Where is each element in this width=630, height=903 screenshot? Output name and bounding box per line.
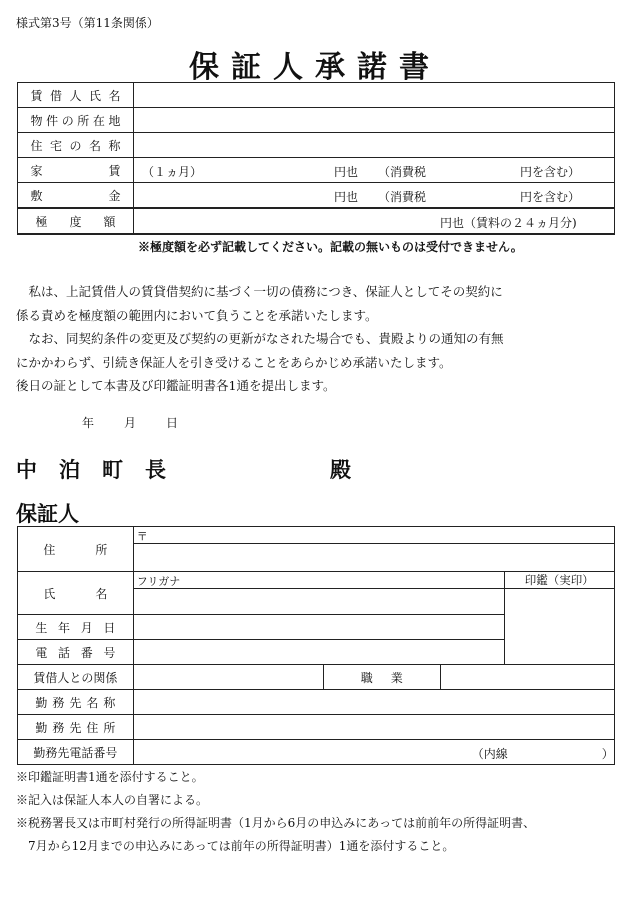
- property-location-label: 物件の所在地: [30, 113, 121, 128]
- table-row: [18, 690, 615, 715]
- table-row: [18, 183, 615, 209]
- note-line: ※記入は保証人本人の自署による。: [16, 793, 209, 807]
- table-row: [18, 133, 615, 158]
- birth-label: 生年月日: [35, 620, 116, 635]
- body-line: 後日の証として本書及び印鑑証明書各1通を提出します。: [16, 378, 336, 393]
- rent-label: 家賃: [30, 163, 121, 178]
- date-day: 日: [166, 416, 179, 430]
- table-row: [18, 208, 615, 234]
- table-row: [18, 108, 615, 133]
- addressee-honorific: 殿: [330, 457, 351, 482]
- deposit-yen: 円也: [334, 190, 359, 204]
- guarantor-table: [17, 526, 615, 765]
- date-line: [82, 414, 208, 431]
- furigana-field[interactable]: [133, 572, 504, 589]
- phone-label: 電話番号: [35, 645, 116, 660]
- table-row: [18, 740, 615, 765]
- workplace-field[interactable]: [133, 690, 614, 715]
- body-line: 係る責めを極度額の範囲内において負うことを承諾いたします。: [16, 307, 378, 323]
- rent-period: （１ヵ月）: [142, 165, 203, 179]
- note-line: 7月から12月までの申込みにあっては前年の所得証明書）1通を添付すること。: [16, 839, 455, 853]
- name-label: 氏名: [43, 586, 108, 601]
- page-title: 保証人承諾書: [189, 50, 441, 85]
- table-row: [18, 572, 615, 589]
- table-row: [18, 527, 615, 544]
- table-row: [18, 83, 615, 108]
- property-table: [17, 82, 615, 235]
- property-location-field[interactable]: [134, 108, 615, 133]
- rent-tax-tail: 円を含む）: [520, 165, 581, 179]
- rent-tax: （消費税: [378, 165, 427, 179]
- extension-label: （内線: [471, 747, 508, 761]
- extension-close: ）: [601, 747, 614, 761]
- workplace-label: 勤務先名称: [35, 695, 116, 710]
- address-field[interactable]: [133, 544, 614, 572]
- date-month: 月: [124, 416, 137, 430]
- postal-code-field[interactable]: [133, 527, 614, 544]
- seal-label: 印鑑（実印）: [504, 572, 614, 589]
- relation-field[interactable]: [133, 665, 323, 690]
- rent-field[interactable]: [134, 158, 615, 183]
- deposit-tax-tail: 円を含む）: [520, 190, 581, 204]
- occupation-field[interactable]: [441, 665, 615, 690]
- table-row: [18, 665, 615, 690]
- deposit-label: 敷金: [30, 188, 121, 203]
- tenant-name-label: 賃借人氏名: [30, 88, 121, 103]
- seal-box[interactable]: [504, 589, 614, 665]
- guarantor-title: 保証人: [16, 501, 79, 526]
- postal-mark: 〒: [136, 530, 148, 543]
- body-text: [16, 280, 616, 398]
- occupation-label: 職業: [360, 670, 403, 685]
- addressee-name: 中泊町長: [16, 457, 188, 482]
- rent-yen: 円也: [334, 165, 359, 179]
- date-year: 年: [82, 416, 95, 430]
- body-line: 私は、上記賃借人の賃貸借契約に基づく一切の債務につき、保証人としてその契約に: [16, 284, 503, 299]
- limit-note: ※極度額を必ず記載してください。記載の無いものは受付できません。: [138, 240, 523, 254]
- birth-field[interactable]: [133, 615, 504, 640]
- limit-field[interactable]: [134, 208, 615, 234]
- deposit-tax: （消費税: [378, 190, 427, 204]
- name-field[interactable]: [133, 589, 504, 615]
- work-address-label: 勤務先住所: [35, 720, 116, 735]
- housing-name-label: 住宅の名称: [30, 138, 121, 153]
- note-line: ※印鑑証明書1通を添付すること。: [16, 770, 204, 784]
- address-label: 住所: [43, 542, 108, 557]
- deposit-field[interactable]: [134, 183, 615, 209]
- limit-label: 極度額: [35, 214, 116, 229]
- relation-label: 賃借人との関係: [33, 670, 118, 685]
- body-line: にかかわらず、引続き保証人を引き受けることをあらかじめ承諾いたします。: [16, 354, 452, 370]
- housing-name-field[interactable]: [134, 133, 615, 158]
- work-address-field[interactable]: [133, 715, 614, 740]
- work-phone-label: 勤務先電話番号: [33, 745, 118, 760]
- furigana-label: フリガナ: [136, 575, 181, 588]
- work-phone-field[interactable]: [133, 740, 614, 765]
- note-line: ※税務署長又は市町村発行の所得証明書（1月から6月の申込みにあっては前前年の所得証明書、: [16, 816, 536, 830]
- limit-text: 円也（賃料の２４ヵ月分): [440, 216, 577, 230]
- table-row: [18, 158, 615, 183]
- notes: [16, 766, 535, 858]
- form-number: 様式第3号（第11条関係）: [16, 16, 159, 30]
- tenant-name-field[interactable]: [134, 83, 615, 108]
- table-row: [18, 715, 615, 740]
- phone-field[interactable]: [133, 640, 504, 665]
- body-line: なお、同契約条件の変更及び契約の更新がなされた場合でも、貴殿よりの通知の有無: [16, 331, 504, 346]
